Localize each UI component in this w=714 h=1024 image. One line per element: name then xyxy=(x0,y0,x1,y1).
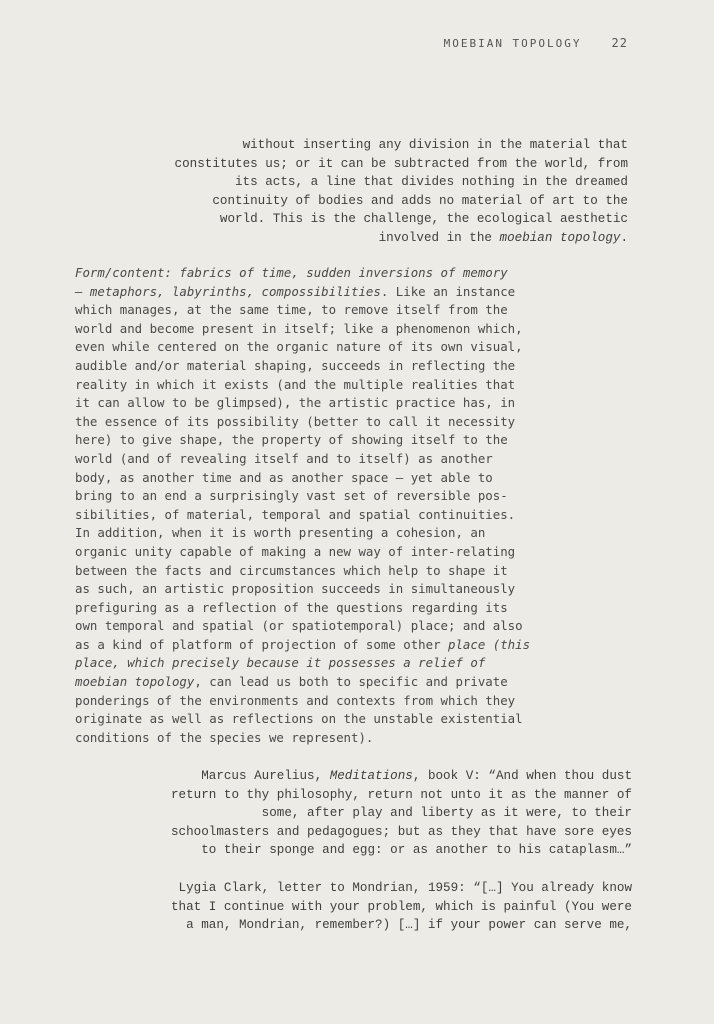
quote-marcus-aurelius xyxy=(171,767,632,860)
quote1-text: , book V: “And when thou dust xyxy=(412,769,632,783)
body-line xyxy=(75,450,530,469)
page-number: 22 xyxy=(611,36,628,50)
quote1-text: schoolmasters and pedagogues; but as they that have sore eyes xyxy=(170,824,632,839)
body-line xyxy=(75,394,530,413)
body-line xyxy=(75,283,530,302)
body-text: world (and of revealing itself and to itself) as another xyxy=(75,450,493,466)
quote1-line xyxy=(171,841,632,860)
intro-text: involved in the xyxy=(378,230,500,245)
body-line xyxy=(75,264,530,283)
body-text: as such, an artistic proposition succeeds in simultaneously xyxy=(75,581,516,597)
quote1-text: some, after play and liberty as it were, to their xyxy=(261,806,632,821)
intro-text: constitutes us; or it can be subtracted from the world, from xyxy=(174,156,628,171)
body-text: prefiguring as a reflection of the questions regarding its xyxy=(75,599,508,615)
body-text: place, which precisely because it possesses a relief of xyxy=(75,655,486,671)
body-text: conditions of the species we represent). xyxy=(75,729,374,745)
body-text: the essence of its possibility (better to call it necessity xyxy=(75,413,516,429)
body-text: world and become present in itself; like a phenomenon which, xyxy=(75,320,523,336)
quote1-text: to their sponge and egg: or as another to his cataplasm…” xyxy=(201,843,632,858)
body-line xyxy=(75,599,530,618)
intro-line xyxy=(175,136,628,155)
body-line xyxy=(75,506,530,525)
body-text: sibilities, of material, temporal and spatial continuities. xyxy=(75,506,516,522)
body-text: organic unity capable of making a new way of inter-relating xyxy=(75,543,516,559)
body-line xyxy=(75,413,530,432)
body-line xyxy=(75,524,530,543)
intro-line xyxy=(175,192,628,211)
intro-line xyxy=(175,173,628,192)
body-line xyxy=(75,673,530,692)
intro-text: moebian topology xyxy=(499,230,621,245)
intro-text: without inserting any division in the material that xyxy=(242,138,628,152)
intro-text: continuity of bodies and adds no material of art to the xyxy=(212,193,628,208)
body-text: Form/content: fabrics of time, sudden inversions of memory xyxy=(75,265,508,280)
body-text: it can allow to be glimpsed), the artistic practice has, in xyxy=(75,395,516,411)
body-line xyxy=(75,654,530,673)
quote1-line xyxy=(171,767,632,786)
body-text: here) to give shape, the property of showing itself to the xyxy=(75,432,508,448)
quote2-text: Lygia Clark, letter to Mondrian, 1959: “[…] You already know xyxy=(178,881,632,895)
quote1-line xyxy=(171,786,632,805)
body-text: ponderings of the environments and contexts from which they xyxy=(75,692,516,708)
quote-lygia-clark xyxy=(171,879,632,935)
running-title: MOEBIAN TOPOLOGY xyxy=(443,37,582,50)
intro-line xyxy=(175,155,628,174)
body-line xyxy=(75,710,530,729)
body-line xyxy=(75,692,530,711)
body-text: In addition, when it is worth presenting a cohesion, an xyxy=(75,525,486,541)
body-line xyxy=(75,543,530,562)
body-line xyxy=(75,617,530,636)
quote1-line xyxy=(171,804,632,823)
body-text: between the facts and circumstances which help to shape it xyxy=(75,562,508,578)
body-text: – metaphors, labyrinths, compossibilities xyxy=(75,283,381,299)
quote1-text: Marcus Aurelius, xyxy=(201,769,330,783)
body-text: , can lead us both to specific and private xyxy=(194,674,508,690)
body-text: place (this xyxy=(448,636,531,652)
quote2-line xyxy=(171,916,632,935)
quote1-text: return to thy philosophy, return not unto it as the manner of xyxy=(170,787,632,802)
quote2-line xyxy=(171,879,632,898)
body-line xyxy=(75,729,530,748)
body-line xyxy=(75,376,530,395)
quote2-line xyxy=(171,898,632,917)
body-line xyxy=(75,636,530,655)
quote1-line xyxy=(171,823,632,842)
body-line xyxy=(75,357,530,376)
body-text: which manages, at the same time, to remove itself from the xyxy=(75,302,508,318)
body-line xyxy=(75,338,530,357)
quote2-text: a man, Mondrian, remember?) […] if your power can serve me, xyxy=(186,918,632,933)
body-line xyxy=(75,469,530,488)
body-line xyxy=(75,431,530,450)
quote1-text: Meditations xyxy=(329,769,413,783)
body-text: . Like an instance xyxy=(380,283,516,299)
body-line xyxy=(75,487,530,506)
body-text: as a kind of platform of projection of some other xyxy=(75,636,448,652)
body-text: reality in which it exists (and the multiple realities that xyxy=(75,376,516,392)
main-paragraph xyxy=(75,264,530,747)
body-text: originate as well as reflections on the unstable existential xyxy=(75,711,523,727)
body-text: even while centered on the organic nature of its own visual, xyxy=(75,339,523,355)
body-text: audible and/or material shaping, succeeds in reflecting the xyxy=(75,357,516,373)
body-line xyxy=(75,301,530,320)
intro-text: its acts, a line that divides nothing in the dreamed xyxy=(235,175,628,190)
body-line xyxy=(75,580,530,599)
body-text: own temporal and spatial (or spatiotemporal) place; and also xyxy=(75,618,523,634)
intro-line xyxy=(175,210,628,229)
running-header xyxy=(444,36,628,50)
body-text: bring to an end a surprisingly vast set of reversible pos- xyxy=(75,488,508,504)
body-line xyxy=(75,320,530,339)
quote2-text: that I continue with your problem, which is painful (You were xyxy=(170,899,632,914)
body-text: body, as another time and as another space – yet able to xyxy=(75,469,493,485)
body-text: moebian topology xyxy=(75,674,195,690)
intro-line xyxy=(175,229,628,248)
intro-paragraph xyxy=(175,136,628,248)
intro-text: . xyxy=(620,230,628,245)
intro-text: world. This is the challenge, the ecological aesthetic xyxy=(219,212,628,227)
body-line xyxy=(75,562,530,581)
